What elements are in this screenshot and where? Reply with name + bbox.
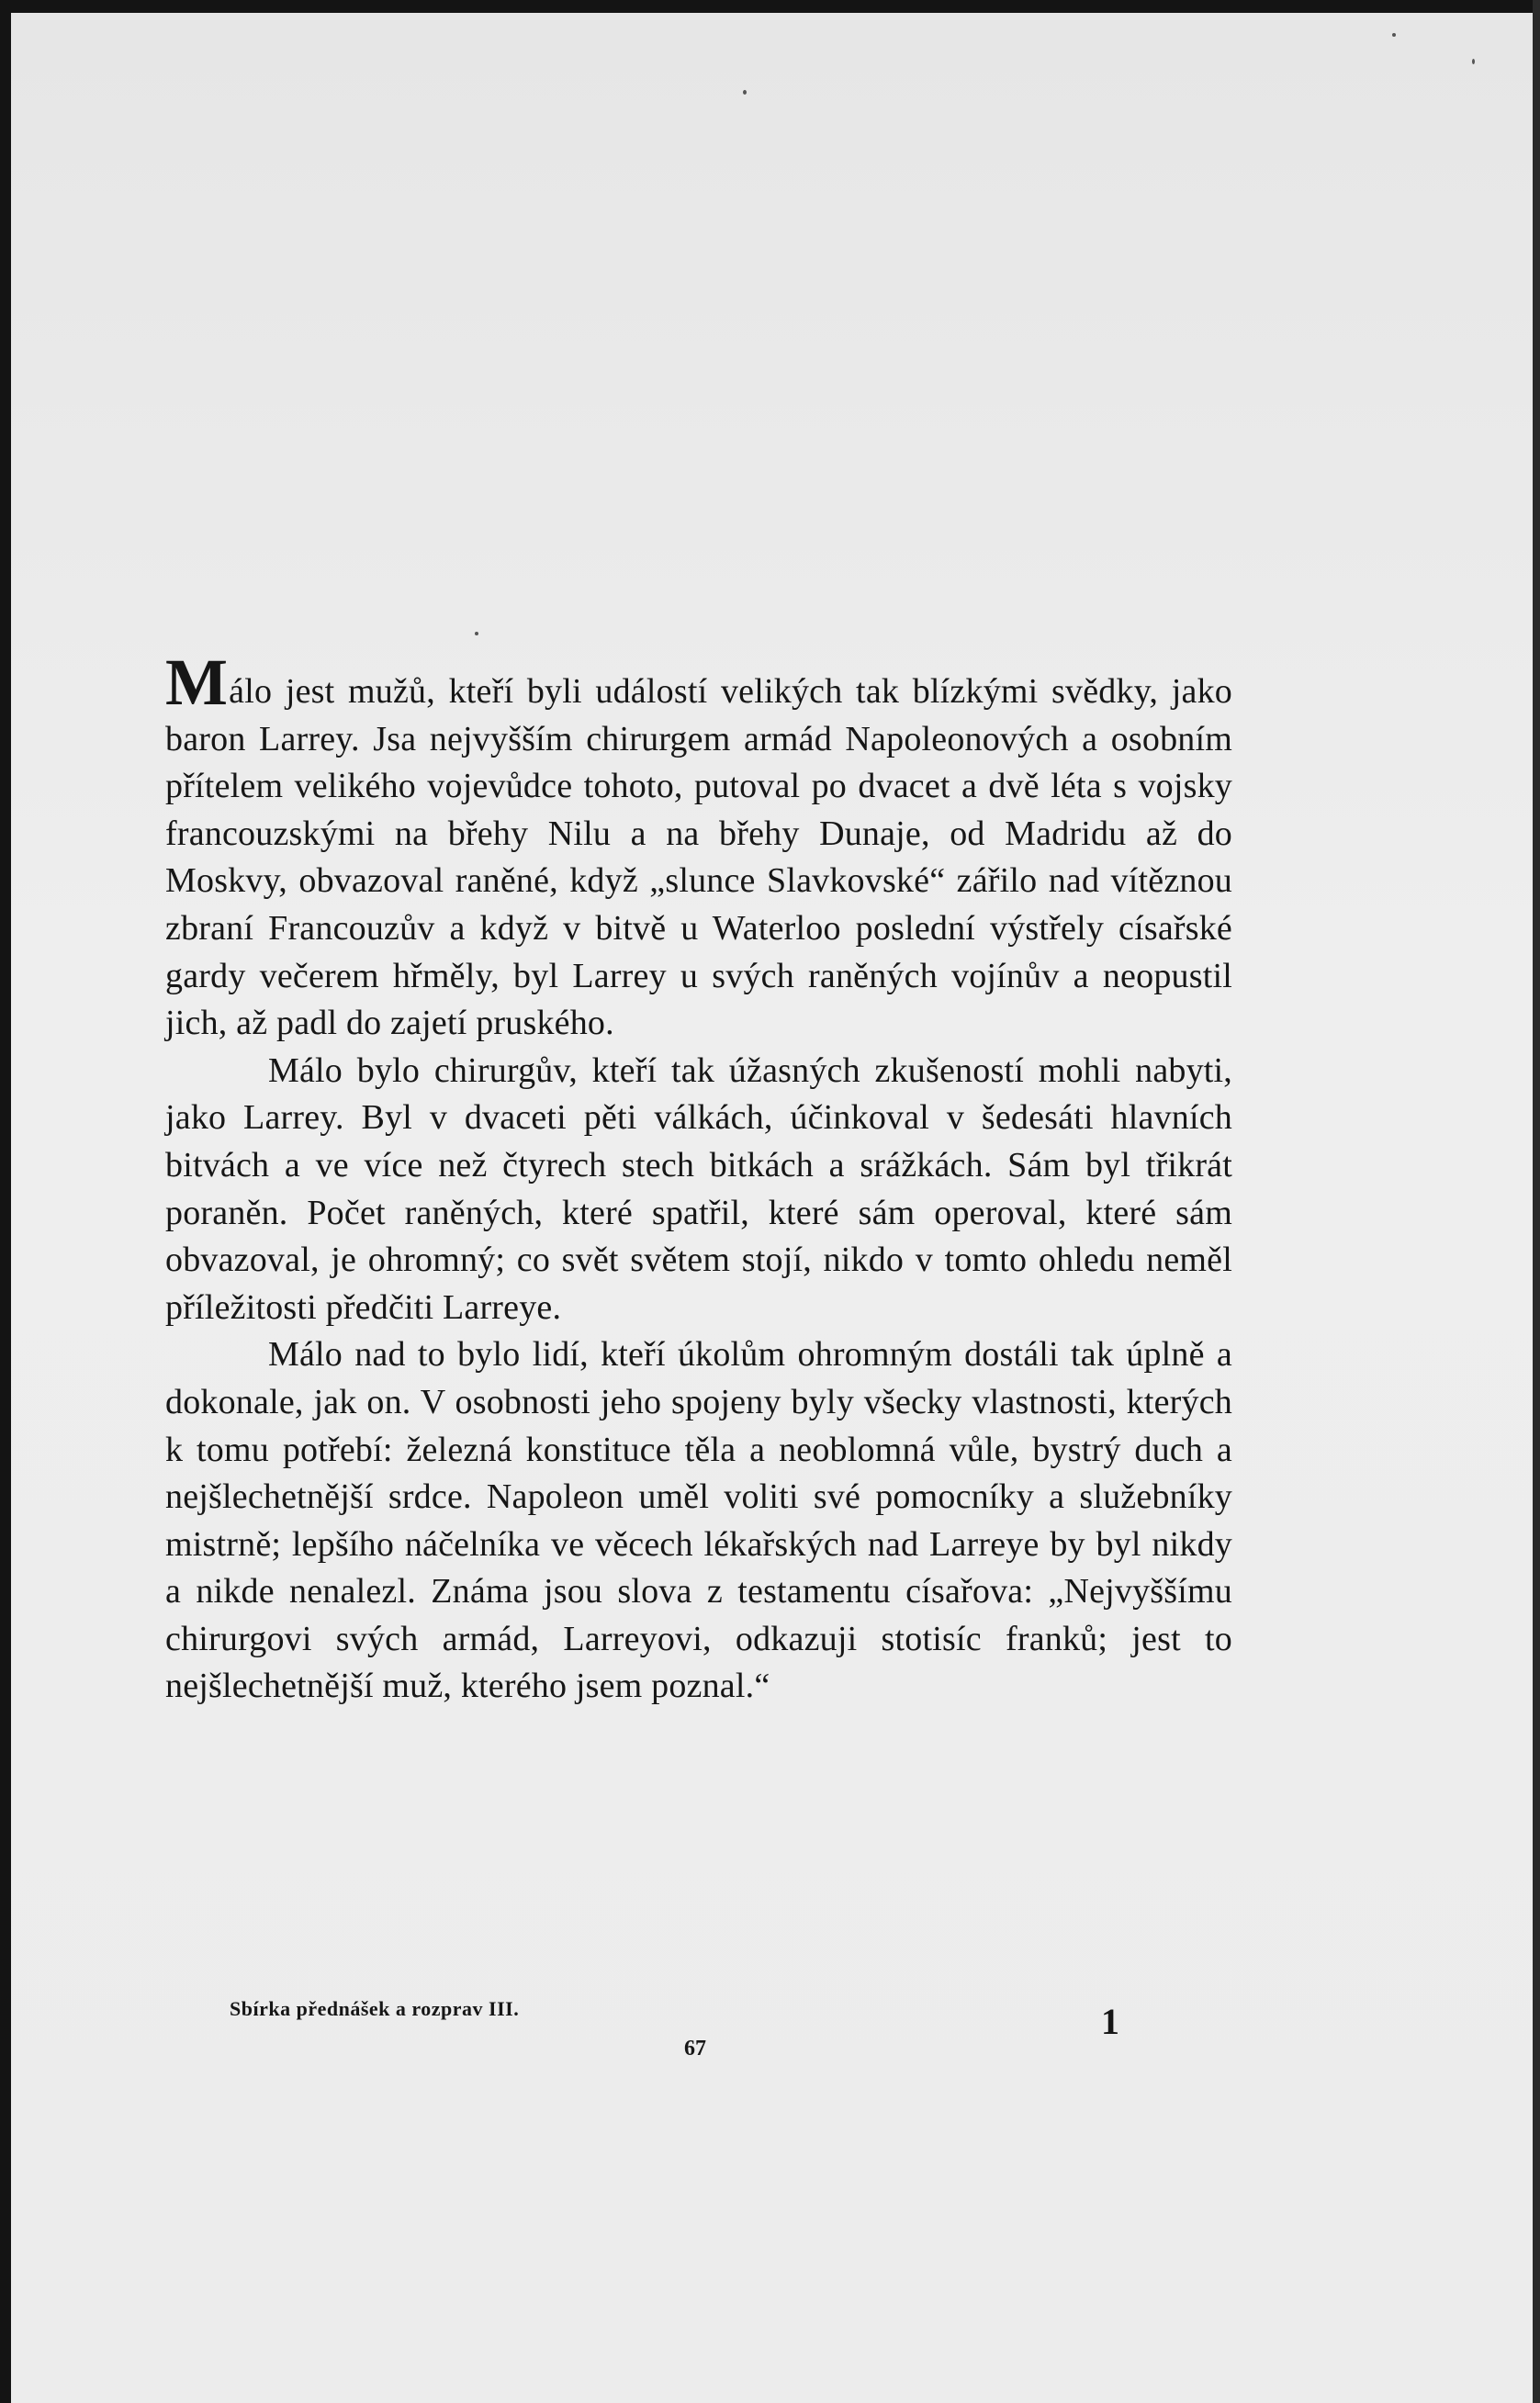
paragraph-3: Málo nad to bylo lidí, kteří úkolům ohromným dostáli tak úplně a dokonale, jak on. V osobnosti jeho spojeny byly všecky vlastnosti, kterých k tomu potřebí: železná konstituce těla a neoblomná vůle, bystrý duch a nejšlechetnější srdce. Napoleon uměl voliti své pomocníky a služebníky mistrně; lepšího náčelníka ve věcech lékařských nad Larreye by byl nikdy a nikde nenalezl. Známa jsou slova z testamentu císařova: „Nejvyššímu chirurgovi svých armád, Larreyovi, odkazuji stotisíc franků; jest to nejšlechetnější muž, kterého jsem poznal.“ — [165, 1335, 1232, 1706]
footer-source-note: Sbírka přednášek a rozprav III. — [230, 1997, 520, 2020]
paragraph-2: Málo bylo chirurgův, kteří tak úžasných zkušeností mohli nabyti, jako Larrey. Byl v dvaceti pěti válkách, účinkoval v šedesáti hlavních bitvách a ve více než čtyrech stech bitkách a srážkách. Sám byl třikrát poraněn. Počet raněných, které spatřil, které sám operoval, které sám obvazoval, je ohromný; co svět světem stojí, nikdo v tomto ohledu neměl příležitosti předčiti Larreye. — [165, 1050, 1232, 1327]
scan-speck — [475, 632, 478, 635]
drop-cap: M — [165, 646, 229, 719]
scan-speck — [743, 90, 747, 95]
scan-border-right — [1533, 0, 1540, 2403]
scan-speck — [1392, 33, 1396, 37]
scan-border-left — [0, 0, 11, 2403]
page-number: 67 — [684, 2037, 706, 2061]
main-text-block — [165, 646, 1232, 1711]
scan-speck — [1472, 59, 1475, 64]
printer-signature: 1 — [1101, 2001, 1119, 2042]
paragraph-1 — [165, 646, 1232, 1048]
paragraph-1-text: álo jest mužů, kteří byli událostí velikých tak blízkými svědky, jako baron Larrey. Jsa nejvyšším chirurgem armád Napoleonových a osobním přítelem velikého vojevůdce tohoto, putoval po dvacet a dvě léta s vojsky francouzskými na břehy Nilu a na břehy Dunaje, od Madridu až do Moskvy, obvazoval raněné, když „slunce Slavkovské“ zářilo nad vítěznou zbraní Francouzův a když v bitvě u Waterloo poslední výstřely císařské gardy večerem hřměly, byl Larrey u svých raněných vojínův a neopustil jich, až padl do zajetí pruského. — [165, 672, 1232, 1043]
scan-border-top — [0, 0, 1540, 13]
